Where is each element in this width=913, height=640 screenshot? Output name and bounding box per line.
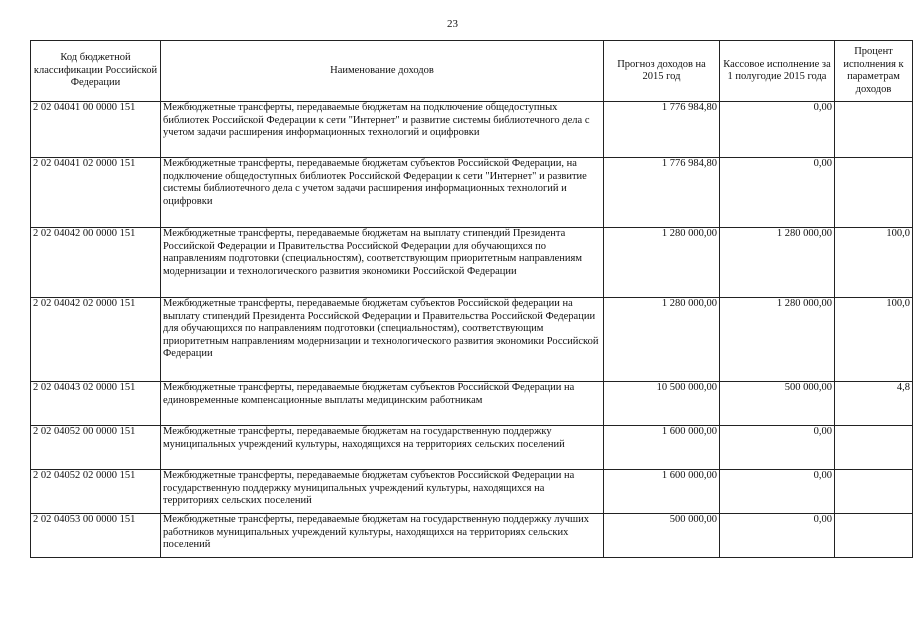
row-percent xyxy=(835,514,913,558)
header-forecast: Прогноз доходов на 2015 год xyxy=(604,41,720,102)
row-execution: 0,00 xyxy=(720,158,835,228)
table-header-row xyxy=(31,41,913,102)
header-code: Код бюджетной классификации Российской Федерации xyxy=(31,41,161,102)
row-execution: 1 280 000,00 xyxy=(720,298,835,382)
row-code: 2 02 04041 02 0000 151 xyxy=(31,158,161,228)
table-row xyxy=(31,514,913,558)
row-code: 2 02 04053 00 0000 151 xyxy=(31,514,161,558)
page-number: 23 xyxy=(447,18,458,30)
row-forecast: 1 280 000,00 xyxy=(604,228,720,298)
row-percent xyxy=(835,470,913,514)
row-name: Межбюджетные трансферты, передаваемые бюджетам субъектов Российской Федерации на государственную поддержку муниципальных учреждений культуры, находящихся на территориях сельских поселений xyxy=(161,470,604,514)
row-name: Межбюджетные трансферты, передаваемые бюджетам на государственную поддержку лучших работников муниципальных учреждений культуры, находящихся на территориях сельских поселений xyxy=(161,514,604,558)
header-percent: Процент исполнения к параметрам доходов xyxy=(835,41,913,102)
row-name: Межбюджетные трансферты, передаваемые бюджетам субъектов Российской федерации на выплату стипендий Президента Российской Федерации и Правительства Российской Федерации для обучающихся по направлениям подготовки (специальностям), соответствующим приоритетным направлениям модернизации и технологического развития экономики Российской Федерации xyxy=(161,298,604,382)
row-code: 2 02 04042 02 0000 151 xyxy=(31,298,161,382)
row-percent xyxy=(835,102,913,158)
row-code: 2 02 04052 00 0000 151 xyxy=(31,426,161,470)
row-code: 2 02 04052 02 0000 151 xyxy=(31,470,161,514)
row-name: Межбюджетные трансферты, передаваемые бюджетам на государственную поддержку муниципальных учреждений культуры, находящихся на территориях сельских поселений xyxy=(161,426,604,470)
row-forecast: 1 776 984,80 xyxy=(604,102,720,158)
row-forecast: 1 776 984,80 xyxy=(604,158,720,228)
row-percent xyxy=(835,426,913,470)
row-percent: 100,0 xyxy=(835,298,913,382)
row-forecast: 1 600 000,00 xyxy=(604,426,720,470)
table-row xyxy=(31,382,913,426)
row-percent: 4,8 xyxy=(835,382,913,426)
row-percent: 100,0 xyxy=(835,228,913,298)
row-name: Межбюджетные трансферты, передаваемые бюджетам субъектов Российской Федерации, на подключение общедоступных библиотек Российской Федерации к сети "Интернет" и развитие системы библиотечного дела с учетом задачи расширения информационных технологий и оцифровки xyxy=(161,158,604,228)
table-row xyxy=(31,158,913,228)
row-name: Межбюджетные трансферты, передаваемые бюджетам субъектов Российской Федерации на единовременные компенсационные выплаты медицинским работникам xyxy=(161,382,604,426)
table-row xyxy=(31,426,913,470)
table-row xyxy=(31,470,913,514)
revenue-table xyxy=(30,40,913,558)
row-execution: 1 280 000,00 xyxy=(720,228,835,298)
row-execution: 0,00 xyxy=(720,470,835,514)
row-execution: 0,00 xyxy=(720,426,835,470)
header-name: Наименование доходов xyxy=(161,41,604,102)
table-row xyxy=(31,102,913,158)
row-forecast: 500 000,00 xyxy=(604,514,720,558)
row-code: 2 02 04041 00 0000 151 xyxy=(31,102,161,158)
row-forecast: 10 500 000,00 xyxy=(604,382,720,426)
row-percent xyxy=(835,158,913,228)
row-forecast: 1 280 000,00 xyxy=(604,298,720,382)
row-name: Межбюджетные трансферты, передаваемые бюджетам на выплату стипендий Президента Российской Федерации и Правительства Российской Федерации для обучающихся по направлениям подготовки (специальностям), соответствующим приоритетным направлениям модернизации и технологического развития экономики Российской Федерации xyxy=(161,228,604,298)
row-execution: 0,00 xyxy=(720,514,835,558)
table-row xyxy=(31,298,913,382)
row-forecast: 1 600 000,00 xyxy=(604,470,720,514)
row-execution: 500 000,00 xyxy=(720,382,835,426)
table-row xyxy=(31,228,913,298)
row-name: Межбюджетные трансферты, передаваемые бюджетам на подключение общедоступных библиотек Российской Федерации к сети "Интернет" и развитие системы библиотечного дела с учетом задачи расширения информационных технологий и оцифровки xyxy=(161,102,604,158)
row-code: 2 02 04043 02 0000 151 xyxy=(31,382,161,426)
row-execution: 0,00 xyxy=(720,102,835,158)
header-execution: Кассовое исполнение за 1 полугодие 2015 года xyxy=(720,41,835,102)
row-code: 2 02 04042 00 0000 151 xyxy=(31,228,161,298)
